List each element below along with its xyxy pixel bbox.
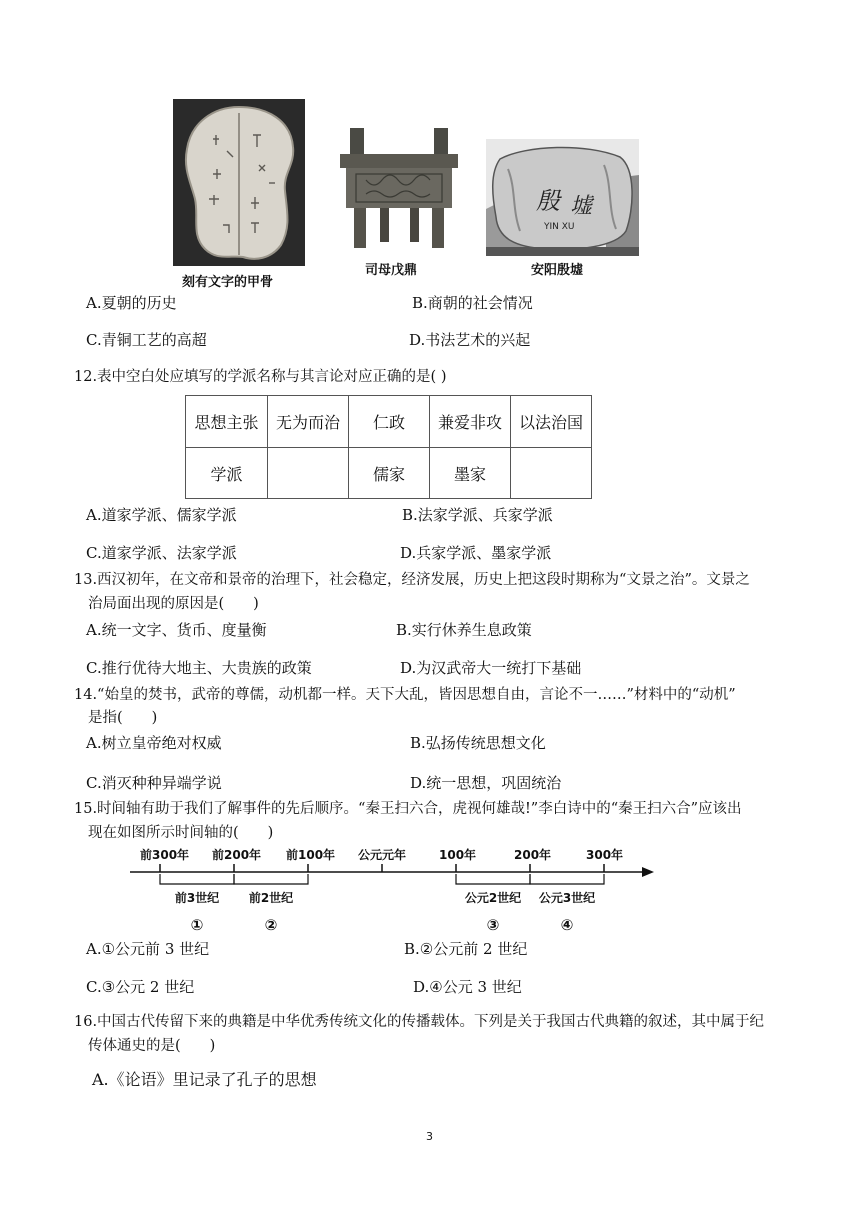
timeline-arrow-icon bbox=[642, 867, 654, 877]
oracle-bone-photo-icon bbox=[173, 99, 305, 266]
table-cell: 儒家 bbox=[349, 448, 430, 499]
q15-option-a[interactable]: A.①公元前 3 世纪 bbox=[86, 940, 210, 958]
image-caption-oracle-bone: 刻有文字的甲骨 bbox=[182, 275, 274, 290]
span-brace bbox=[160, 874, 234, 884]
q15-option-d[interactable]: D.④公元 3 世纪 bbox=[413, 978, 522, 996]
q16-stem-line2: 传体通史的是( ) bbox=[88, 1038, 216, 1054]
timeline-marker: ① bbox=[190, 916, 204, 934]
q15-stem-line2: 现在如图所示时间轴的( ) bbox=[88, 825, 274, 841]
bronze-ding-image bbox=[336, 124, 462, 256]
q11-option-b[interactable]: B.商朝的社会情况 bbox=[412, 294, 533, 312]
timeline-diagram bbox=[120, 842, 670, 938]
q14-option-c[interactable]: C.消灭种种异端学说 bbox=[86, 774, 222, 792]
oracle-bone-image bbox=[173, 99, 305, 266]
timeline-span-label: 公元2世纪 bbox=[464, 891, 522, 905]
q15-stem-line1: 15.时间轴有助于我们了解事件的先后顺序。“秦王扫六合，虎视何雄哉!”李白诗中的“秦王扫六合”应该出 bbox=[74, 801, 742, 817]
q14-option-d[interactable]: D.统一思想，巩固统治 bbox=[410, 774, 562, 792]
q12-stem: 12.表中空白处应填写的学派名称与其言论对应正确的是( ) bbox=[74, 369, 447, 385]
q16-stem-line1: 16.中国古代传留下来的典籍是中华优秀传统文化的传播载体。下列是关于我国古代典籍的叙述，其中属于纪 bbox=[74, 1014, 765, 1030]
q12-table bbox=[185, 395, 592, 499]
q12-option-b[interactable]: B.法家学派、兵家学派 bbox=[402, 506, 553, 524]
table-cell: 学派 bbox=[186, 448, 268, 499]
q12-option-a[interactable]: A.道家学派、儒家学派 bbox=[86, 506, 237, 524]
table-cell: 无为而治 bbox=[268, 396, 349, 448]
timeline-marker: ② bbox=[264, 916, 278, 934]
bronze-ding-photo-icon bbox=[336, 124, 462, 256]
q12-option-c[interactable]: C.道家学派、法家学派 bbox=[86, 544, 237, 562]
svg-text:殷: 殷 bbox=[536, 187, 560, 215]
table-row bbox=[186, 396, 592, 448]
timeline-span-label: 前3世纪 bbox=[174, 891, 220, 905]
svg-text:YIN XU: YIN XU bbox=[544, 222, 575, 232]
span-brace bbox=[456, 874, 530, 884]
q11-option-d[interactable]: D.书法艺术的兴起 bbox=[409, 331, 531, 349]
timeline-span-label: 公元3世纪 bbox=[538, 891, 596, 905]
q13-option-b[interactable]: B.实行休养生息政策 bbox=[396, 621, 532, 639]
timeline-span-label: 前2世纪 bbox=[248, 891, 294, 905]
q13-stem-line1: 13.西汉初年，在文帝和景帝的治理下，社会稳定，经济发展，历史上把这段时期称为“文景之治”。文景之 bbox=[74, 572, 750, 588]
table-cell: 思想主张 bbox=[186, 396, 268, 448]
q11-option-c[interactable]: C.青铜工艺的高超 bbox=[86, 331, 207, 349]
q15-option-b[interactable]: B.②公元前 2 世纪 bbox=[404, 940, 528, 958]
page-number: 3 bbox=[426, 1130, 433, 1143]
q13-option-d[interactable]: D.为汉武帝大一统打下基础 bbox=[400, 659, 582, 677]
q14-option-a[interactable]: A.树立皇帝绝对权威 bbox=[86, 734, 222, 752]
timeline-marker: ④ bbox=[560, 916, 574, 934]
timeline-tick-label: 公元元年 bbox=[358, 848, 407, 862]
table-cell-blank bbox=[511, 448, 592, 499]
q15-timeline bbox=[120, 842, 670, 938]
q15-option-c[interactable]: C.③公元 2 世纪 bbox=[86, 978, 195, 996]
svg-text:墟: 墟 bbox=[570, 194, 593, 219]
timeline-tick-label: 前200年 bbox=[212, 848, 262, 862]
image-caption-yinxu: 安阳殷墟 bbox=[531, 263, 584, 278]
q12-option-d[interactable]: D.兵家学派、墨家学派 bbox=[400, 544, 552, 562]
timeline-tick-label: 300年 bbox=[586, 848, 624, 862]
table-cell: 兼爱非攻 bbox=[430, 396, 511, 448]
image-caption-bronze-ding: 司母戊鼎 bbox=[365, 263, 418, 278]
table-cell: 仁政 bbox=[349, 396, 430, 448]
q13-stem-line2: 治局面出现的原因是( ) bbox=[88, 596, 259, 612]
yinxu-stone-photo-icon bbox=[486, 139, 639, 256]
span-brace bbox=[530, 874, 604, 884]
table-cell: 墨家 bbox=[430, 448, 511, 499]
timeline-tick-label: 200年 bbox=[514, 848, 552, 862]
timeline-tick-label: 100年 bbox=[439, 848, 477, 862]
table-cell-blank bbox=[268, 448, 349, 499]
timeline-marker: ③ bbox=[486, 916, 500, 934]
q14-stem-line2: 是指( ) bbox=[88, 710, 158, 726]
q16-option-a[interactable]: A.《论语》里记录了孔子的思想 bbox=[92, 1070, 317, 1089]
q13-option-a[interactable]: A.统一文字、货币、度量衡 bbox=[86, 621, 267, 639]
q14-stem-line1: 14.“始皇的焚书，武帝的尊儒，动机都一样。天下大乱，皆因思想自由，言论不一……”材料中的“动机” bbox=[74, 687, 736, 703]
q14-option-b[interactable]: B.弘扬传统思想文化 bbox=[410, 734, 546, 752]
timeline-tick-label: 前100年 bbox=[286, 848, 336, 862]
q11-option-a[interactable]: A.夏朝的历史 bbox=[86, 294, 177, 312]
q13-option-c[interactable]: C.推行优待大地主、大贵族的政策 bbox=[86, 659, 312, 677]
span-brace bbox=[234, 874, 308, 884]
yinxu-image bbox=[486, 139, 639, 256]
table-row bbox=[186, 448, 592, 499]
table-cell: 以法治国 bbox=[511, 396, 592, 448]
timeline-tick-label: 前300年 bbox=[140, 848, 190, 862]
